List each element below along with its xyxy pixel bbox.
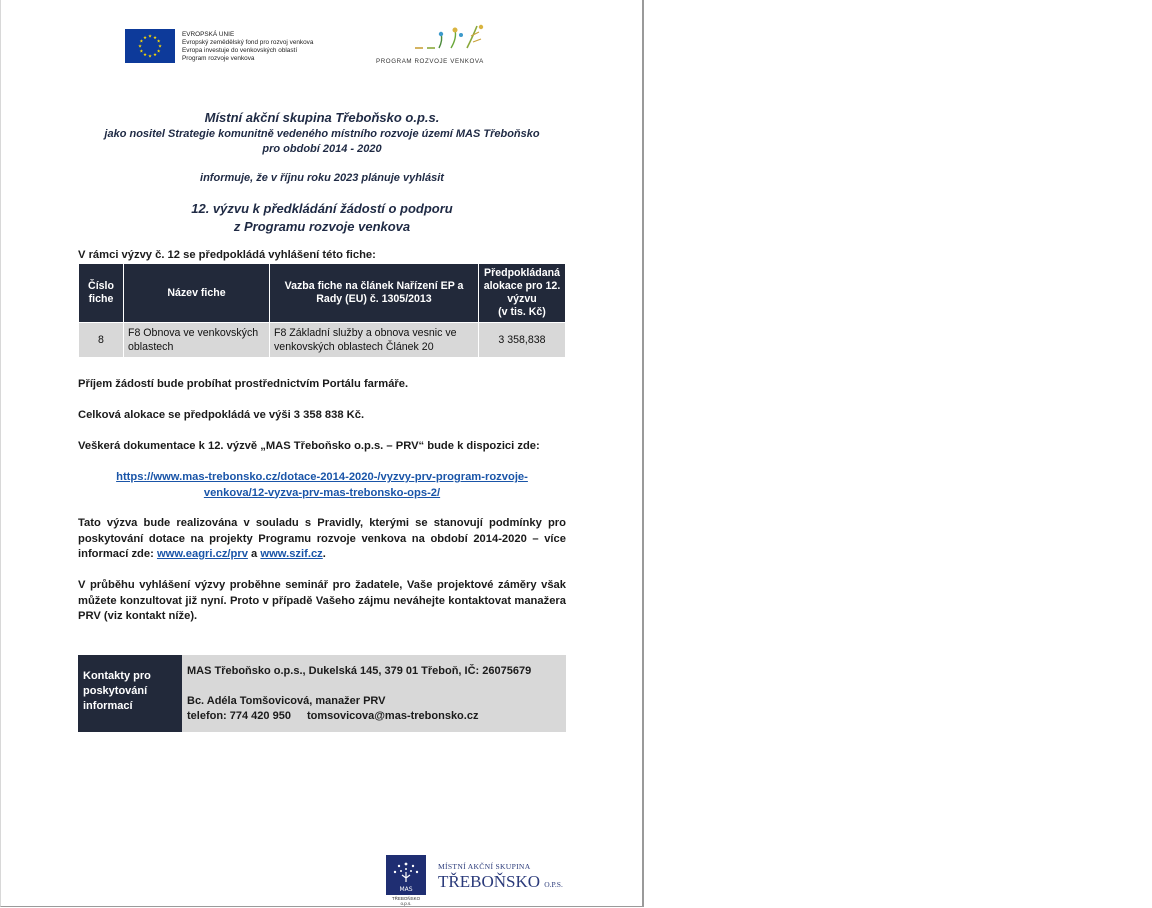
inform-line: informuje, že v říjnu roku 2023 plánuje vyhlásit (200, 172, 444, 184)
documentation-link[interactable] (78, 470, 566, 501)
eu-logo-text (182, 31, 313, 63)
eagri-link[interactable]: www.eagri.cz/prv (156, 548, 248, 560)
header-nazev-fiche: Název fiche (124, 264, 270, 323)
contact-phone-email-line (187, 709, 561, 724)
header-alokace-main: Předpokládaná alokace pro 12. výzvu (483, 267, 561, 305)
org-title: Místní akční skupina Třeboňsko o.p.s. (204, 110, 440, 125)
eu-line-2: Evropský zemědělský fond pro rozvoj venkova (182, 39, 314, 46)
contact-email[interactable]: tomsovicova@mas-trebonsko.cz (306, 710, 479, 722)
org-subtitle-1: jako nositel Strategie komunitně vedeného místního rozvoje území MAS Třeboňsko (104, 128, 540, 140)
footer-mas-label: MÍSTNÍ AKČNÍ SKUPINA (438, 862, 531, 871)
eu-flag-icon (125, 29, 175, 63)
cell-vazba: F8 Základní služby a obnova vesnic ve venkovských oblastech Článek 20 (270, 323, 479, 358)
pravidla-text: Tato výzva bude realizována v souladu s Pravidly, kterými se stanovují podmínky pro poskytování dotace na projekty Programu rozvoje venkova na období 2014-2020 – více informací zde: (78, 517, 566, 560)
svg-text:★: ★ (157, 44, 163, 50)
svg-text:★: ★ (156, 39, 161, 45)
contact-heading: Kontakty pro poskytování informací (78, 655, 182, 732)
table-row (79, 323, 566, 358)
eu-line-1: EVROPSKÁ UNIE (182, 31, 235, 38)
header-vazba-fiche: Vazba fiche na článek Nařízení EP a Rady (EU) č. 1305/2013 (270, 264, 479, 323)
contact-person: Bc. Adéla Tomšovicová, manažer PRV (187, 695, 386, 707)
svg-text:★: ★ (139, 49, 144, 55)
svg-text:★: ★ (142, 35, 148, 41)
call-title-1: 12. výzvu k předkládání žádostí o podporu (191, 201, 453, 216)
paragraph-dokumentace: Veškerá dokumentace k 12. výzvě „MAS Třeboňsko o.p.s. – PRV“ bude k dispozici zde: (78, 440, 540, 452)
documentation-link-line-1[interactable]: https://www.mas-trebonsko.cz/dotace-2014-2020-/vyzvy-prv-program-rozvoje- (116, 471, 528, 483)
header-alokace (479, 264, 566, 323)
svg-text:★: ★ (156, 49, 161, 55)
mas-logo-icon (386, 855, 426, 895)
footer-mas-ops: O.P.S. (544, 880, 563, 889)
svg-text:★: ★ (147, 54, 153, 60)
svg-text:★: ★ (139, 39, 144, 45)
szif-link[interactable]: www.szif.cz (260, 548, 323, 560)
documentation-link-line-2[interactable]: venkova/12-vyzva-prv-mas-trebonsko-ops-2/ (203, 486, 441, 499)
paragraph-seminar: V průběhu vyhlášení výzvy proběhne seminář pro žadatele, Vaše projektové záměry však můžete konzultovat již nyní. Proto v případě Vašeho zájmu neváhejte kontaktovat manažera PRV (viz kontakt níže). (78, 579, 566, 622)
pravidla-and: a (247, 548, 261, 560)
svg-text:★: ★ (142, 53, 148, 59)
intro-text: V rámci výzvy č. 12 se předpokládá vyhlášení této fiche: (78, 249, 376, 261)
svg-text:★: ★ (147, 34, 153, 40)
footer-mas-name-text: TŘEBOŇSKO (438, 872, 541, 891)
svg-text:★: ★ (152, 53, 158, 59)
header-alokace-unit: (v tis. Kč) (498, 306, 546, 318)
eu-line-4: Program rozvoje venkova (182, 55, 255, 62)
paragraph-alokace: Celková alokace se předpokládá ve výši 3 358 838 Kč. (78, 409, 365, 421)
svg-text:★: ★ (152, 35, 158, 41)
svg-text:★: ★ (137, 44, 143, 50)
contact-organization: MAS Třeboňsko o.p.s., Dukelská 145, 379 01 Třeboň, IČ: 26075679 (187, 665, 532, 677)
cell-alokace: 3 358,838 (479, 323, 566, 358)
table-header-row (79, 264, 566, 323)
cell-cislo: 8 (79, 323, 124, 358)
prv-logo-icon (411, 22, 491, 56)
contact-details (182, 655, 566, 732)
footer-mas-name (438, 872, 563, 892)
header-cislo-fiche: Číslo fiche (79, 264, 124, 323)
cell-nazev: F8 Obnova ve venkovských oblastech (124, 323, 270, 358)
contact-box (78, 655, 566, 732)
mas-logo-caption: TŘEBOŇSKO o.p.s. (391, 896, 421, 906)
eu-line-3: Evropa investuje do venkovských oblastí (182, 47, 298, 54)
pravidla-end: . (322, 548, 326, 560)
paragraph-prijem: Příjem žádostí bude probíhat prostřednictvím Portálu farmáře. (78, 378, 409, 390)
org-subtitle-2: pro období 2014 - 2020 (262, 143, 382, 155)
call-title-2: z Programu rozvoje venkova (233, 219, 411, 234)
paragraph-pravidla (78, 516, 566, 563)
fiche-table (78, 263, 566, 358)
prv-caption: PROGRAM ROZVOJE VENKOVA (376, 58, 484, 65)
contact-phone: telefon: 774 420 950 (187, 710, 291, 722)
mas-logo-text: MAS (399, 886, 413, 893)
